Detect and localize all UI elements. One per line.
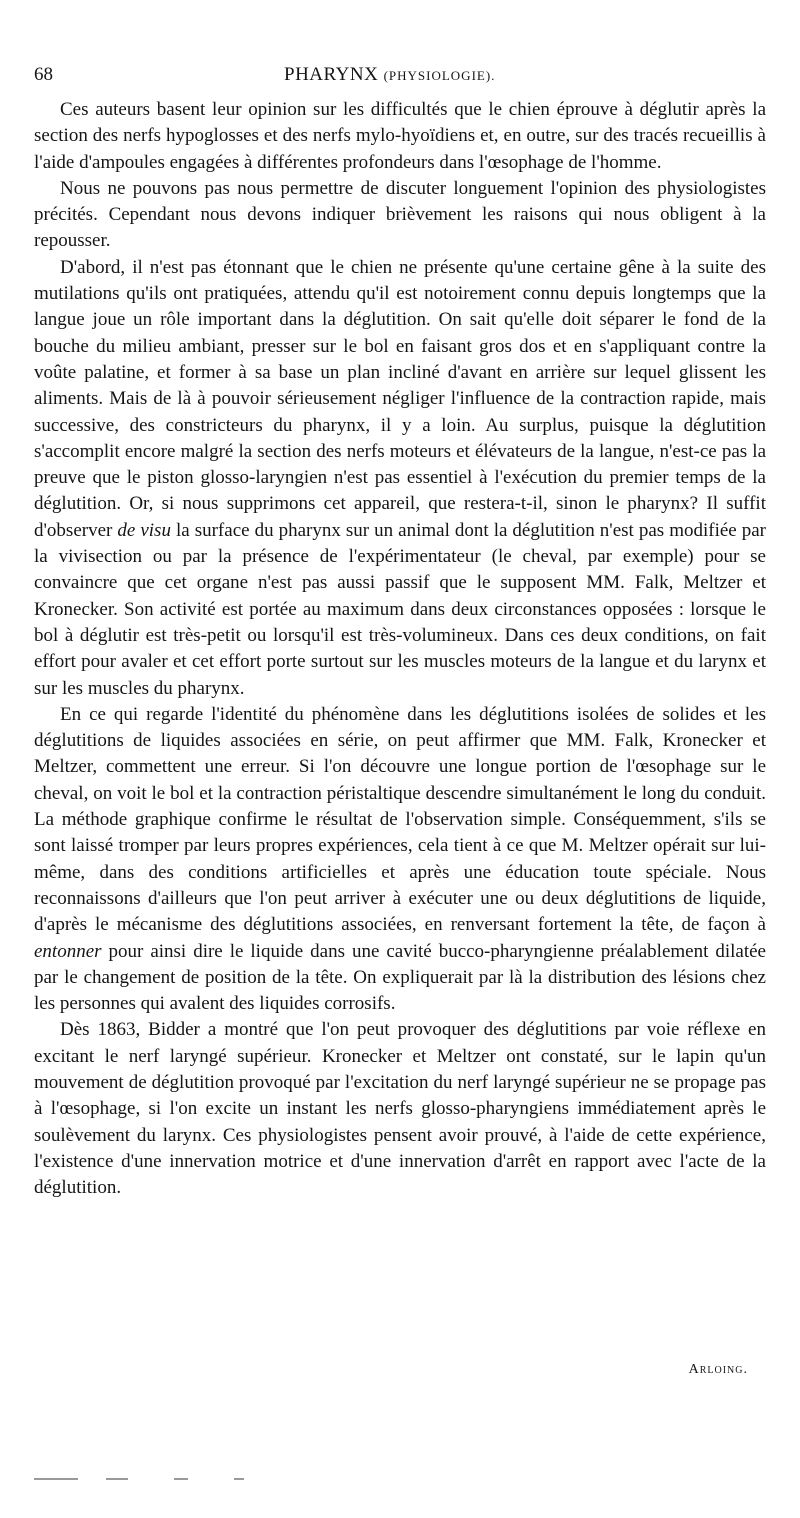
- running-head: [284, 64, 495, 86]
- paragraph-1: [34, 97, 766, 176]
- author-signature: Arloing.: [688, 1362, 748, 1377]
- paragraph-5: [34, 1017, 766, 1201]
- paragraph-4: [34, 702, 766, 1018]
- paragraph-text: Ces auteurs basent leur opinion sur les difficultés que le chien éprouve à déglutir après la section des nerfs hypoglosses et des nerfs mylo-hyoïdiens et, en outre, sur des tracés recueillis à l'aide d'ampoules engagées à différentes profondeurs dans l'œsophage de l'homme.: [34, 99, 766, 173]
- running-head-subtitle: (PHYSIOLOGIE).: [383, 68, 496, 83]
- page-header: [34, 64, 774, 90]
- body-text: [34, 97, 766, 1201]
- speck: [174, 1478, 188, 1480]
- running-head-title: PHARYNX: [284, 64, 379, 85]
- speck: [234, 1478, 244, 1480]
- paragraph-text: Nous ne pouvons pas nous permettre de discuter longuement l'opinion des physiologistes précités. Cependant nous devons indiquer brièvement les raisons qui nous obligent à la repousser.: [34, 177, 766, 252]
- paragraph-text-part: pour ainsi dire le liquide dans une cavité bucco-pharyngienne préalablement dilatée par le changement de position de la tête. On expliquerait par là la distribution des lésions chez les personnes qui avalent des liquides corrosifs.: [34, 940, 766, 1015]
- paragraph-text: Dès 1863, Bidder a montré que l'on peut provoquer des déglutitions par voie réflexe en excitant le nerf laryngé supérieur. Kronecker et Meltzer ont constaté, sur le lapin qu'un mouvement de déglutition provoqué par l'excitation du nerf laryngé supérieur ne se propage pas à l'œsophage, si l'on excite un instant les nerfs glosso-pharyngiens immédiatement après le soulèvement du larynx. Ces physiologistes pensent avoir prouvé, à l'aide de cette expérience, l'existence d'une innervation motrice et d'une innervation d'arrêt en rapport avec l'acte de la déglutition.: [34, 1019, 766, 1199]
- italic-word: entonner: [34, 940, 102, 962]
- speck: [34, 1478, 78, 1480]
- page-number: 68: [34, 64, 53, 85]
- paragraph-text-part: D'abord, il n'est pas étonnant que le chien ne présente qu'une certaine gêne à la suite des mutilations qu'ils ont pratiquées, attendu qu'il est notoirement connu depuis longtemps que la langue joue un rôle important dans la déglutition. On sait qu'elle doit séparer le fond de la bouche du milieu ambiant, presser sur le bol en faisant gros dos et en s'appliquant contre la voûte palatine, et former à sa base un plan incliné d'avant en arrière sur lequel glissent les aliments. Mais de là à pouvoir sérieusement négliger l'influence de la contraction rapide, mais successive, des constricteurs du pharynx, il y a loin. Au surplus, puisque la déglutition s'accomplit encore malgré la section des nerfs moteurs et élévateurs de la langue, n'est-ce pas la preuve que le piston glosso-laryngien n'est pas essentiel à l'exécution du premier temps de la déglutition. Or, si nous supprimons cet appareil, que restera-t-il, sinon le pharynx? Il suffit d'observer: [34, 256, 766, 541]
- italic-phrase: de visu: [117, 519, 171, 541]
- paragraph-text-part: En ce qui regarde l'identité du phénomène dans les déglutitions isolées de solides et les déglutitions de liquides associées en série, on peut affirmer que MM. Falk, Kronecker et Meltzer, commettent une erreur. Si l'on découvre une longue portion de l'œsophage sur le cheval, on voit le bol et la contraction péristaltique descendre simultanément le long du conduit. La méthode graphique confirme le résultat de l'observation simple. Conséquemment, s'ils se sont laissé tromper par leurs propres expériences, cela tient à ce que M. Meltzer opérait sur lui-même, dans des conditions artificielles et après une éducation toute spéciale. Nous reconnaissons d'ailleurs que l'on peut arriver à exécuter une ou deux déglutitions de liquide, d'après le mécanisme des déglutitions associées, en renversant fortement la tête, de façon à: [34, 703, 766, 936]
- speck: [106, 1478, 128, 1480]
- paragraph-2: [34, 176, 766, 255]
- print-specks: [34, 1478, 294, 1482]
- paragraph-text-part: la surface du pharynx sur un animal dont la déglutition n'est pas modifiée par la vivisection ou par la présence de l'expérimentateur (le cheval, par exemple) pour se convaincre que cet organe n'est pas aussi passif que le supposent MM. Falk, Meltzer et Kronecker. Son activité est portée au maximum dans deux circonstances opposées : lorsque le bol à déglutir est très-petit ou lorsqu'il est très-volumineux. Dans ces deux conditions, on fait effort pour avaler et cet effort porte surtout sur les muscles moteurs de la langue et du larynx et sur les muscles du pharynx.: [34, 519, 767, 699]
- paragraph-3: [34, 255, 766, 702]
